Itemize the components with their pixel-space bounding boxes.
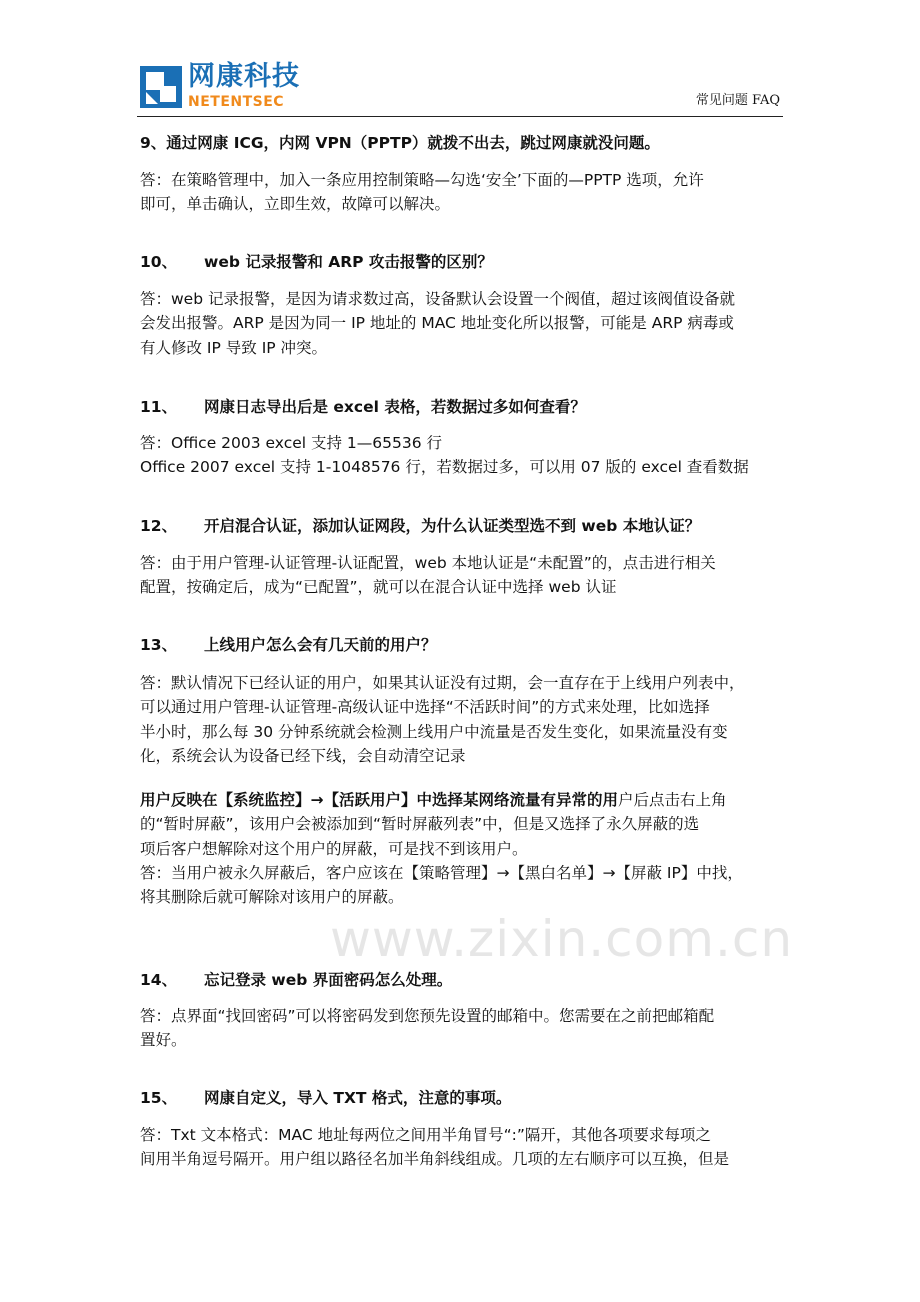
question: 10、 web 记录报警和 ARP 攻击报警的区别？ bbox=[140, 253, 493, 271]
extra-line: 户后点击右上角 bbox=[618, 791, 727, 809]
answer-line: 半小时，那么每 30 分钟系统就会检测上线用户中流量是否发生变化，如果流量没有变 bbox=[140, 722, 728, 741]
faq-item-14 bbox=[140, 968, 785, 992]
answer-line: 可以通过用户管理-认证管理-高级认证中选择“不活跃时间”的方式来处理，比如选择 bbox=[140, 698, 710, 717]
answer bbox=[140, 1123, 785, 1172]
question: 9、通过网康 ICG，内网 VPN（PPTP）就拨不出去，跳过网康就没问题。 bbox=[140, 134, 660, 152]
answer-line: 会发出报警。ARP 是因为同一 IP 地址的 MAC 地址变化所以报警，可能是 ARP 病毒或 bbox=[140, 314, 734, 333]
watermark: www.zixin.com.cn bbox=[330, 910, 794, 968]
answer-line: 答：默认情况下已经认证的用户，如果其认证没有过期，会一直存在于上线用户列表中， bbox=[140, 674, 745, 692]
answer-line: 答：Txt 文本格式：MAC 地址每两位之间用半角冒号“:”隔开，其他各项要求每项之 bbox=[140, 1126, 711, 1144]
extra-line: 将其删除后就可解除对该用户的屏蔽。 bbox=[140, 888, 404, 907]
answer bbox=[140, 1004, 785, 1053]
extra-line: 项后客户想解除对这个用户的屏蔽，可是找不到该用户。 bbox=[140, 839, 528, 858]
faq-item-15 bbox=[140, 1086, 785, 1110]
question: 15、 网康自定义，导入 TXT 格式，注意的事项。 bbox=[140, 1089, 512, 1107]
faq-item-10 bbox=[140, 250, 785, 274]
answer bbox=[140, 168, 785, 217]
answer bbox=[140, 431, 785, 480]
doc-label: 常见问题 FAQ bbox=[695, 93, 780, 108]
answer-line: 答：由于用户管理-认证管理-认证配置，web 本地认证是“未配置”的，点击进行相关 bbox=[140, 554, 716, 572]
faq-item-13 bbox=[140, 633, 785, 657]
company-logo bbox=[140, 61, 300, 110]
answer-line: 有人修改 IP 导致 IP 冲突。 bbox=[140, 338, 328, 357]
faq-item-9 bbox=[140, 131, 785, 155]
answer bbox=[140, 287, 785, 360]
faq-item-11 bbox=[140, 395, 785, 419]
answer-line: 化，系统会认为设备已经下线，会自动清空记录 bbox=[140, 746, 466, 765]
answer-line: 配置，按确定后，成为“已配置”，就可以在混合认证中选择 web 认证 bbox=[140, 578, 617, 597]
extra-question bbox=[140, 788, 785, 909]
answer-line: 答：点界面“找回密码”可以将密码发到您预先设置的邮箱中。您需要在之前把邮箱配 bbox=[140, 1007, 715, 1025]
answer-line: 答：web 记录报警，是因为请求数过高，设备默认会设置一个阀值，超过该阀值设备就 bbox=[140, 290, 735, 308]
answer-line: Office 2007 excel 支持 1-1048576 行，若数据过多，可以用 07 版的 excel 查看数据 bbox=[140, 458, 749, 477]
faq-item-12 bbox=[140, 514, 785, 538]
question: 13、 上线用户怎么会有几天前的用户？ bbox=[140, 636, 437, 654]
logo-cn-text: 网康科技 bbox=[188, 61, 300, 92]
logo-mark-icon bbox=[140, 66, 182, 108]
header-divider bbox=[137, 116, 783, 117]
extra-line: 的“暂时屏蔽”，该用户会被添加到“暂时屏蔽列表”中，但是又选择了永久屏蔽的选 bbox=[140, 815, 700, 834]
answer-line: 答：Office 2003 excel 支持 1—65536 行 bbox=[140, 434, 443, 452]
logo-en-text: NETENTSEC bbox=[188, 94, 285, 110]
question: 14、 忘记登录 web 界面密码怎么处理。 bbox=[140, 971, 453, 989]
question: 11、 网康日志导出后是 excel 表格，若数据过多如何查看？ bbox=[140, 398, 586, 416]
answer-line: 间用半角逗号隔开。用户组以路径名加半角斜线组成。几项的左右顺序可以互换，但是 bbox=[140, 1150, 730, 1169]
question: 12、 开启混合认证，添加认证网段，为什么认证类型选不到 web 本地认证？ bbox=[140, 517, 701, 535]
answer bbox=[140, 671, 785, 768]
answer bbox=[140, 551, 785, 600]
answer-line: 即可，单击确认，立即生效，故障可以解决。 bbox=[140, 195, 451, 214]
extra-bold-lead: 用户反映在【系统监控】→【活跃用户】中选择某网络流量有异常的用 bbox=[140, 791, 618, 809]
extra-line: 答：当用户被永久屏蔽后，客户应该在【策略管理】→【黑白名单】→【屏蔽 IP】中找， bbox=[140, 863, 743, 882]
answer-line: 置好。 bbox=[140, 1031, 187, 1050]
answer-line: 答：在策略管理中，加入一条应用控制策略—勾选‘安全’下面的—PPTP 选项，允许 bbox=[140, 171, 704, 189]
